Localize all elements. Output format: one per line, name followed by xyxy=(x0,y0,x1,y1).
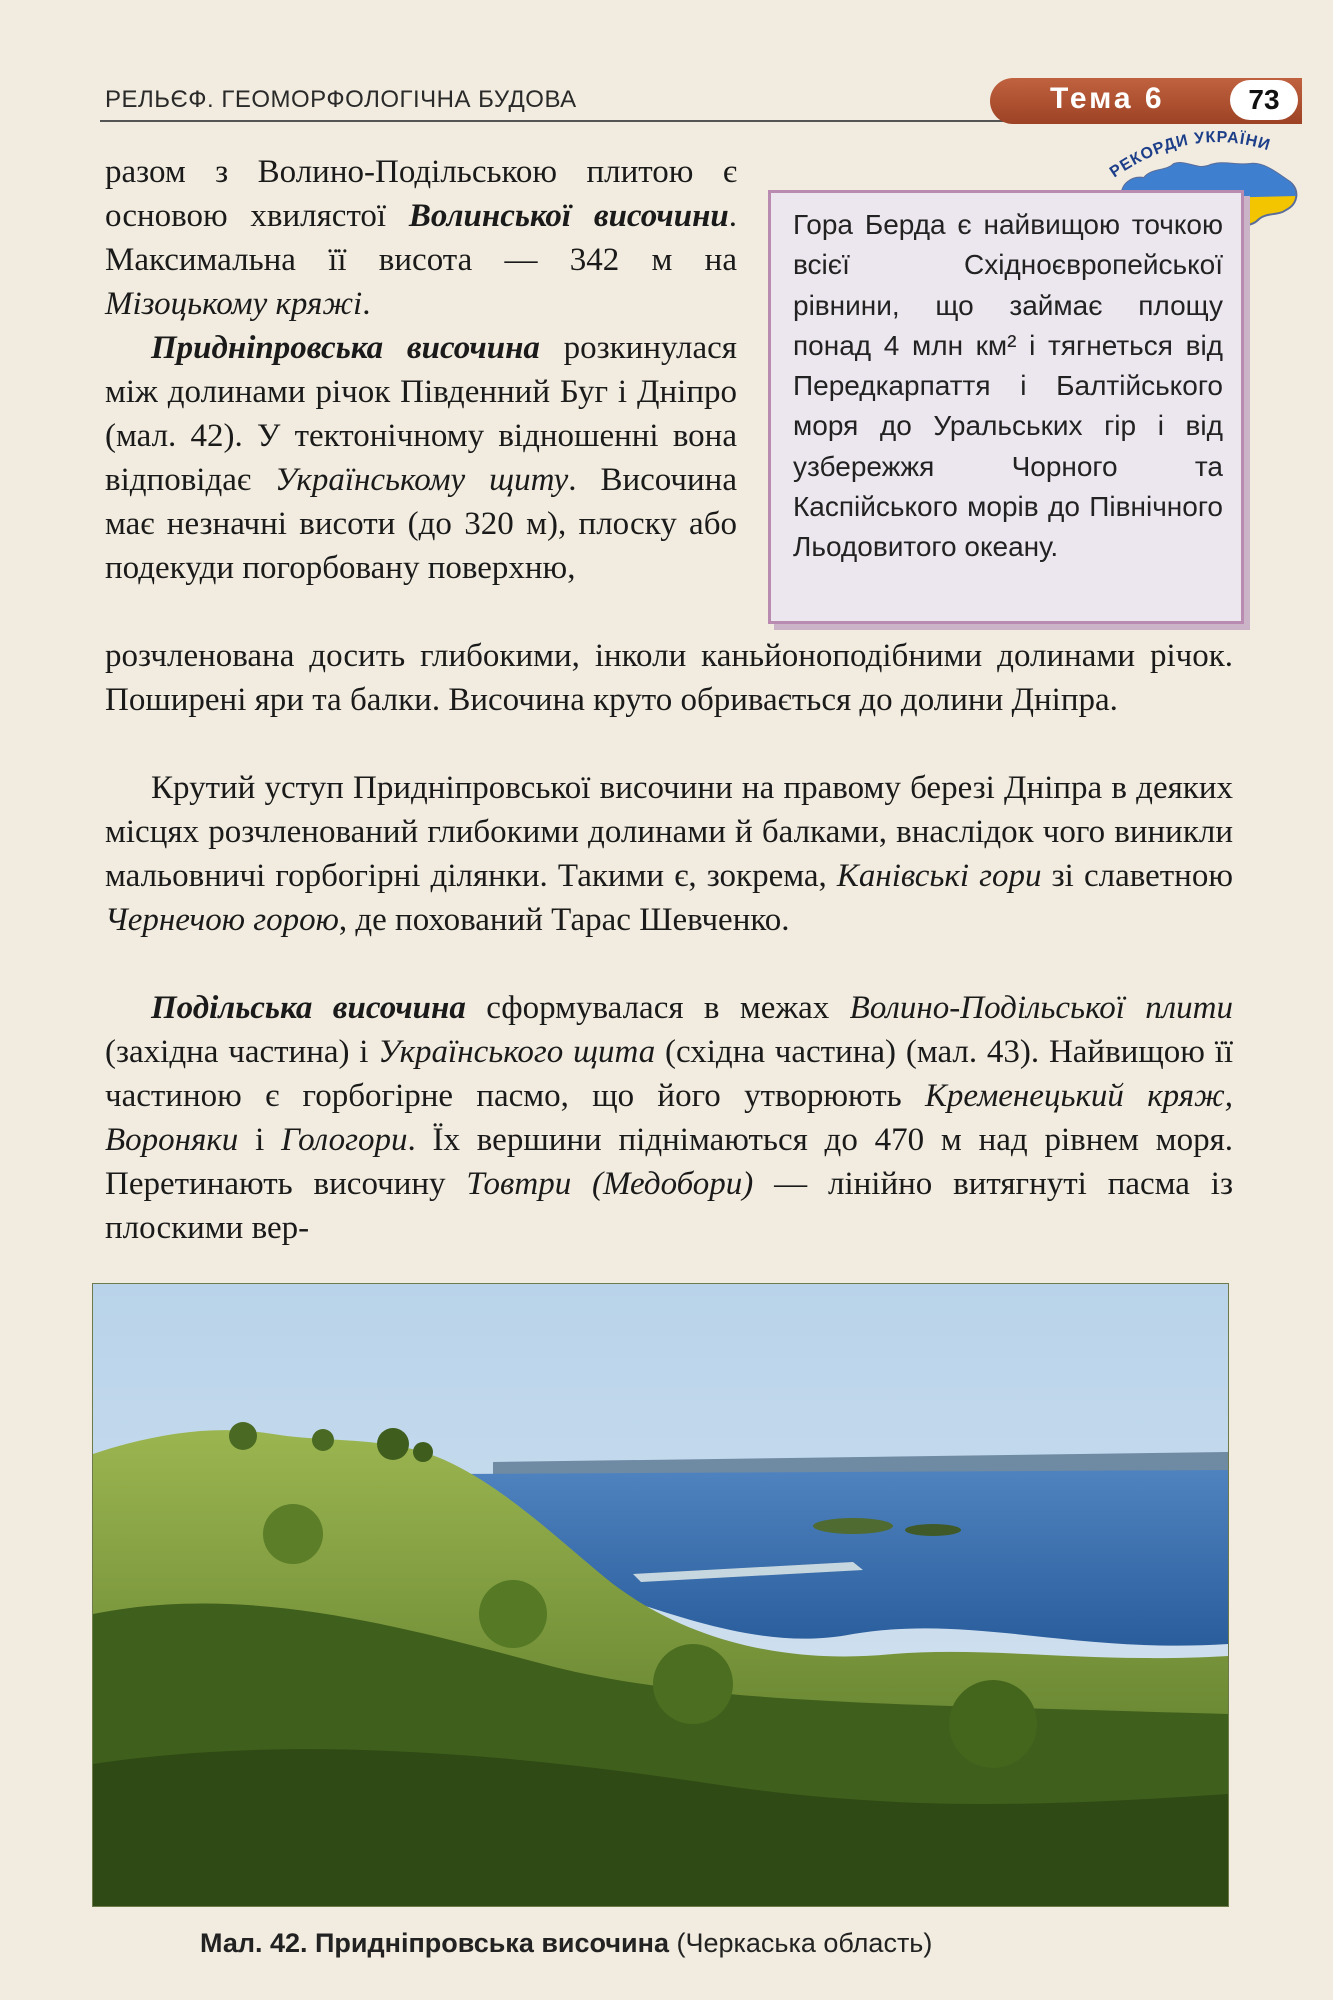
text-run: — лінійно витягнуті пасма із плоскими вер- xyxy=(105,1166,1234,1246)
text-run: . Максимальна її висота — 342 м на xyxy=(105,198,737,278)
text-run: разом з Волино-Подільською плитою є основою хвилястої xyxy=(105,154,737,234)
caption-title: Мал. 42. Придніпровська височина xyxy=(200,1928,669,1958)
paragraph-volyn xyxy=(105,150,737,326)
text-run: Крутий уступ Придніпровської височини на правому березі Дніпра в деяких місцях розчленований глибокими долинами й балками, внаслідок чого виникли мальовничі горбогірні ділянки. Такими є, зокрема, xyxy=(105,770,1233,894)
term-mizotskyi-ridge: Мізоцькому кряжі xyxy=(105,286,363,322)
paragraph-kaniv-hills xyxy=(105,766,1233,942)
term-tovtry: Товтри (Медобори) xyxy=(466,1166,754,1202)
figure-42-caption xyxy=(200,1928,932,1959)
text-run: і xyxy=(238,1122,282,1158)
page-number: 73 xyxy=(1230,80,1298,120)
text-run: . Височина має незначні висоти (до 320 м), плоску або подекуди погорбовану поверхню, xyxy=(105,462,737,586)
text-run: зі славетною xyxy=(1041,858,1233,894)
term-chernecha-hill: Чернечою горою xyxy=(105,902,339,938)
records-badge-label: РЕКОРДИ УКРАЇНИ xyxy=(1106,128,1273,182)
record-fact-text: Гора Берда є найвищою точкою всієї Східноєвропейської рівнини, що займає площу понад 4 млн км² і тягнеться від Передкарпаття і Балтійського моря до Уральських гір і від узбережжя Чорного та Каспійського морів до Північного Льодовитого океану. xyxy=(793,209,1223,563)
caption-location: (Черкаська область) xyxy=(668,1928,933,1958)
topic-label: Тема 6 xyxy=(1050,82,1165,115)
paragraph-dnipro-upland-cont: розчленована досить глибокими, інколи каньйоноподібними долинами річок. Поширені яри та балки. Височина круто обривається до долини Дніпра. xyxy=(105,638,1233,718)
term-ukrainian-shield: Українського щита xyxy=(378,1034,656,1070)
landscape-image xyxy=(93,1284,1228,1906)
text-run: , де похований Тарас Шевченко. xyxy=(338,902,790,938)
text-run: розкинулася між долинами річок Південний Буг і Дніпро (мал. 42). У тектонічному відношенні вона відповідає xyxy=(105,330,737,498)
term-kaniv-hills: Канівські гори xyxy=(836,858,1042,894)
river-island xyxy=(905,1524,961,1536)
figure-42-photo xyxy=(92,1283,1229,1907)
term-ukrainian-shield: Українському щиту xyxy=(275,462,569,498)
term-dnipro-upland: Придніпровська височина xyxy=(151,330,540,366)
term-holohory: Гологори xyxy=(281,1122,408,1158)
term-podillia-upland: Подільська височина xyxy=(151,990,466,1026)
river-island xyxy=(813,1518,893,1534)
paragraph-podillia-upland xyxy=(105,986,1233,1250)
text-run: . xyxy=(362,286,371,322)
term-volyn-upland: Волинської височини xyxy=(408,198,729,234)
text-run: (західна частина) і xyxy=(105,1034,379,1070)
header-rule xyxy=(100,120,1020,122)
term-volyn-podillia-plate: Волино-Подільської плити xyxy=(849,990,1233,1026)
text-run: (східна частина) (мал. 43). Найвищою її частиною є горбогірне пасмо, що його утворюють xyxy=(105,1034,1234,1114)
paragraph-dnipro-upland xyxy=(105,326,737,590)
text-run: сформувалася в межах xyxy=(465,990,850,1026)
text-run: . Їх вершини піднімаються до 470 м над рівнем моря. Перетинають височину xyxy=(105,1122,1233,1202)
record-fact-box xyxy=(768,190,1244,624)
term-kremenets-ridge: Кременецький кряж, Вороняки xyxy=(105,1078,1233,1158)
running-head: РЕЛЬЄФ. ГЕОМОРФОЛОГІЧНА БУДОВА xyxy=(105,86,577,113)
